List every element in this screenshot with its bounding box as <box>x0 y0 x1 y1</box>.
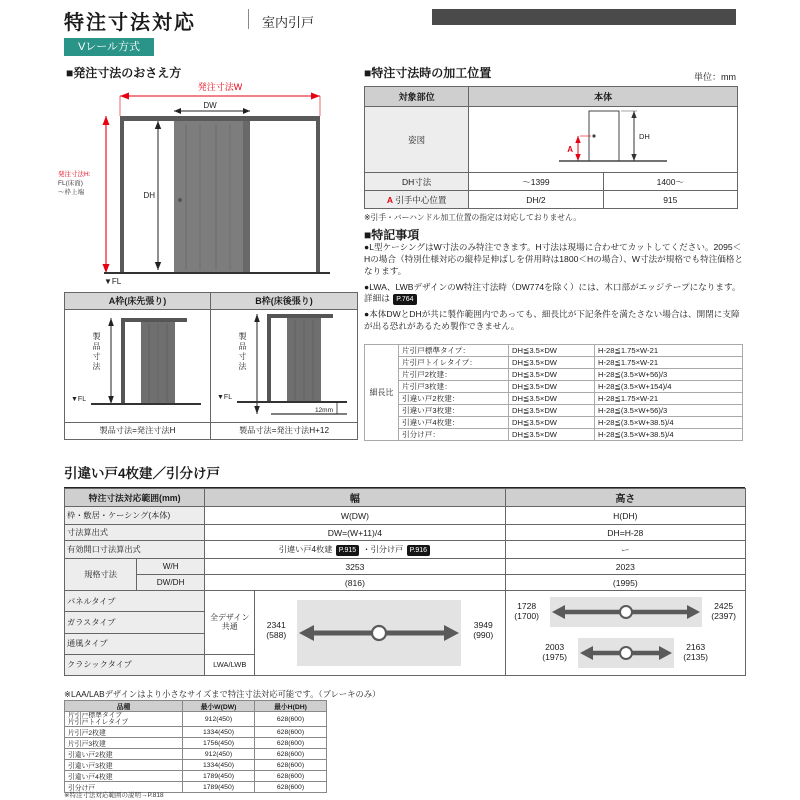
w-dw-value: W(DW) <box>205 507 505 525</box>
min-row-h: 628(600) <box>255 738 327 749</box>
machining-row-figure-label: 姿図 <box>365 107 469 173</box>
page-ref-badge: P.915 <box>336 545 359 556</box>
b-frame-header: B枠(床後張り) <box>211 293 357 310</box>
slender-f2: H-28≦(3.5×W+56)/3 <box>595 369 743 381</box>
slender-f2: H-28≦(3.5×W+154)/4 <box>595 381 743 393</box>
order-section-heading: ■発注寸法のおさえ方 <box>66 66 182 80</box>
fl-mark: ▼FL <box>71 396 87 403</box>
handle-center-value-1: DH/2 <box>469 191 603 209</box>
slender-f1: DH≦3.5×DW <box>509 405 595 417</box>
dim-label-dh: DH <box>143 191 155 200</box>
slender-f1: DH≦3.5×DW <box>509 369 595 381</box>
slender-f1: DH≦3.5×DW <box>509 429 595 441</box>
min-row-w: 1789(450) <box>183 771 255 782</box>
row-opening-label: 有効開口寸法算出式 <box>65 541 205 559</box>
slender-name: 片引戸3枚建： <box>399 381 509 393</box>
remarks-heading: ■特記事項 <box>364 228 420 242</box>
min-row-h: 628(600) <box>255 782 327 793</box>
type-glass: ガラスタイプ <box>65 612 205 633</box>
remark-item: ●L型ケーシングはW寸法のみ特注できます。H寸法は現場に合わせてカットしてください。2095＜Hの場合（特別仕様対応の縦枠足伸ばしを併用時は1800＜Hの場合）、W寸法が規格でも特注価格となります。 <box>364 242 744 276</box>
height1-min-sub: (1700) <box>514 610 540 621</box>
opening-text-1: 引違い戸4枚建 <box>278 544 333 554</box>
min-row-w: 912(450) <box>183 712 255 727</box>
type-classic: クラシックタイプ <box>65 654 205 675</box>
remark-text: ●LWA、LWBデザインのW特注寸法時（DW774を除く）には、木口部がエッジテープになります。詳細は <box>364 281 741 304</box>
slender-f1: DH≦3.5×DW <box>509 393 595 405</box>
dim-label-dw: DW <box>203 101 217 110</box>
unit-note: 単位：mm <box>694 72 736 82</box>
min-row-w: 1789(450) <box>183 782 255 793</box>
bottom-footnote: ※特注寸法対応範囲の説明→P.818 <box>64 792 164 799</box>
dim-label-h-line2: FL(床面) <box>58 180 83 187</box>
handle-center-label: 引手中心位置 <box>395 194 447 205</box>
slender-name: 片引戸トイレタイプ： <box>399 357 509 369</box>
slender-f1: DH≦3.5×DW <box>509 417 595 429</box>
dim-label-w: 発注寸法W <box>197 82 243 92</box>
slender-name: 片引戸2枚建： <box>399 369 509 381</box>
page-subtitle: 室内引戸 <box>262 15 315 30</box>
slender-f2: H-28≦(3.5×W+38.5)/4 <box>595 429 743 441</box>
dim-label-h-line1: 発注寸法H: <box>58 171 91 178</box>
slender-name: 引違い戸3枚建： <box>399 405 509 417</box>
slender-f2: H-28≦1.75×W-21 <box>595 345 743 357</box>
figure-dh-label: DH <box>639 132 651 141</box>
min-row-name: 片引戸標準タイプ 片引戸トイレタイプ <box>65 712 183 727</box>
standard-w: 3253 <box>205 559 505 575</box>
slender-f1: DH≦3.5×DW <box>509 345 595 357</box>
handle-center-mark: A <box>386 194 393 205</box>
height2-max-sub: (2135) <box>683 651 709 662</box>
slender-name: 引違い戸4枚建： <box>399 417 509 429</box>
slender-f1: DH≦3.5×DW <box>509 357 595 369</box>
min-col-kind: 品種 <box>65 701 183 712</box>
standard-dw: (816) <box>205 575 505 591</box>
common-design-label-1: 全デザイン <box>210 612 250 622</box>
dw-formula: DW=(W+11)/4 <box>205 525 505 541</box>
min-row-w: 1756(450) <box>183 738 255 749</box>
slender-f2: H-28≦1.75×W-21 <box>595 357 743 369</box>
slender-name: 引分け戸： <box>399 429 509 441</box>
b-frame-diagram <box>211 310 357 422</box>
width-max: 3949 <box>473 620 493 630</box>
height2-min-sub: (1975) <box>542 651 568 662</box>
machining-row-dh-label: DH寸法 <box>365 173 469 191</box>
section2-title: 引違い戸4枚建／引分け戸 <box>64 462 745 488</box>
opening-height-value: ー <box>505 541 745 559</box>
height-header: 高さ <box>505 489 745 507</box>
remark-item <box>364 282 744 306</box>
type-ventilation: 通風タイプ <box>65 633 205 654</box>
laa-lab-note: ※LAA/LABデザインはより小さなサイズまで特注寸法対応可能です。（ブレーキのみ） <box>64 689 381 699</box>
height-range-diagram <box>506 591 746 675</box>
rail-method-badge: Vレール方式 <box>64 38 154 56</box>
row-formula-label: 寸法算出式 <box>65 525 205 541</box>
range-header: 特注寸法対応範囲(mm) <box>65 489 205 507</box>
width-max-sub: (990) <box>473 629 494 640</box>
min-row-h: 628(600) <box>255 727 327 738</box>
remarks-list <box>364 242 744 337</box>
product-dim-label: 製品寸法 <box>92 332 101 372</box>
row-frame-label: 枠・敷居・ケーシング(本体) <box>65 507 205 525</box>
min-row-h: 628(600) <box>255 749 327 760</box>
slenderness-table <box>364 344 743 441</box>
min-row-w: 912(450) <box>183 749 255 760</box>
spec-range-table <box>64 488 746 676</box>
slender-f2: H-28≦(3.5×W+38.5)/4 <box>595 417 743 429</box>
fl-mark: ▼FL <box>104 277 122 286</box>
common-design-label-2: 共通 <box>221 622 238 632</box>
h-dh-value: H(DH) <box>505 507 745 525</box>
a-frame-formula: 製品寸法=発注寸法H <box>65 422 211 439</box>
title-divider <box>248 9 249 29</box>
standard-dh: (1995) <box>505 575 745 591</box>
min-row-name: 片引戸3枚建 <box>65 738 183 749</box>
slender-f2: H-28≦(3.5×W+56)/3 <box>595 405 743 417</box>
width-header: 幅 <box>205 489 505 507</box>
min-col-h: 最小H(DH) <box>255 701 327 712</box>
machining-note: ※引手・バーハンドル加工位置の指定は対応しておりません。 <box>364 213 582 222</box>
classic-designs: LWA/LWB <box>205 654 255 675</box>
machining-col-part: 対象部位 <box>365 87 469 107</box>
width-range-diagram <box>255 591 505 675</box>
min-row-name: 引違い戸2枚建 <box>65 749 183 760</box>
min-row-name: 引違い戸3枚建 <box>65 760 183 771</box>
width-min-sub: (588) <box>266 629 287 640</box>
page-ref-badge: P.764 <box>393 294 416 305</box>
height2-min: 2003 <box>545 642 565 652</box>
dh-formula: DH=H-28 <box>505 525 745 541</box>
frame-comparison-box <box>64 292 358 440</box>
a-frame-diagram <box>65 310 211 422</box>
min-row-h: 628(600) <box>255 760 327 771</box>
slender-f2: H-28≦1.75×W-21 <box>595 393 743 405</box>
slender-f1: DH≦3.5×DW <box>509 381 595 393</box>
order-dimension-diagram <box>58 80 358 287</box>
height1-max-sub: (2397) <box>711 610 737 621</box>
dh-range-1: ～1399 <box>469 173 603 191</box>
standard-sub-wh: W/H <box>137 559 205 575</box>
machining-figure <box>471 107 737 167</box>
opening-text-2: ・引分け戸 <box>362 544 404 554</box>
min-row-h: 628(600) <box>255 771 327 782</box>
b-frame-formula: 製品寸法=発注寸法H+12 <box>211 422 357 439</box>
page-ref-badge: P.916 <box>407 545 430 556</box>
height1-max: 2425 <box>714 601 734 611</box>
min-row-name: 引違い戸4枚建 <box>65 771 183 782</box>
min-row-name: 引分け戸 <box>65 782 183 793</box>
slenderness-label: 細長比 <box>365 345 399 441</box>
fl-mark: ▼FL <box>217 394 233 401</box>
minimum-size-table <box>64 700 327 793</box>
height2-max: 2163 <box>686 642 706 652</box>
a-frame-header: A枠(床先張り) <box>65 293 211 310</box>
row-standard-label: 規格寸法 <box>65 559 137 591</box>
machining-table <box>364 86 738 209</box>
remark-item: ●本体DWとDHが共に製作範囲内であっても、細長比が下記条件を満たさない場合は、開閉に支障が出る恐れがあるため製作できません。 <box>364 309 740 332</box>
slender-name: 引違い戸2枚建： <box>399 393 509 405</box>
dh-range-2: 1400～ <box>603 173 737 191</box>
height1-min: 1728 <box>517 601 537 611</box>
width-min: 2341 <box>266 620 286 630</box>
dim-label-h-line3: ～枠上端 <box>58 189 84 196</box>
slender-name: 片引戸標準タイプ： <box>399 345 509 357</box>
min-row-w: 1334(450) <box>183 760 255 771</box>
standard-sub-dwdh: DW/DH <box>137 575 205 591</box>
min-col-w: 最小W(DW) <box>183 701 255 712</box>
standard-h: 2023 <box>505 559 745 575</box>
min-row-h: 628(600) <box>255 712 327 727</box>
product-dim-label: 製品寸法 <box>238 332 247 372</box>
type-panel: パネルタイプ <box>65 591 205 612</box>
min-row-w: 1334(450) <box>183 727 255 738</box>
header-bar <box>432 9 736 25</box>
page-title: 特注寸法対応 <box>64 12 196 34</box>
handle-center-value-2: 915 <box>603 191 737 209</box>
figure-a-label: A <box>567 145 574 154</box>
min-row-name: 片引戸2枚建 <box>65 727 183 738</box>
machining-col-body: 本体 <box>469 87 738 107</box>
machining-heading: ■特注寸法時の加工位置 <box>364 66 492 80</box>
offset-label: 12mm <box>314 407 333 414</box>
